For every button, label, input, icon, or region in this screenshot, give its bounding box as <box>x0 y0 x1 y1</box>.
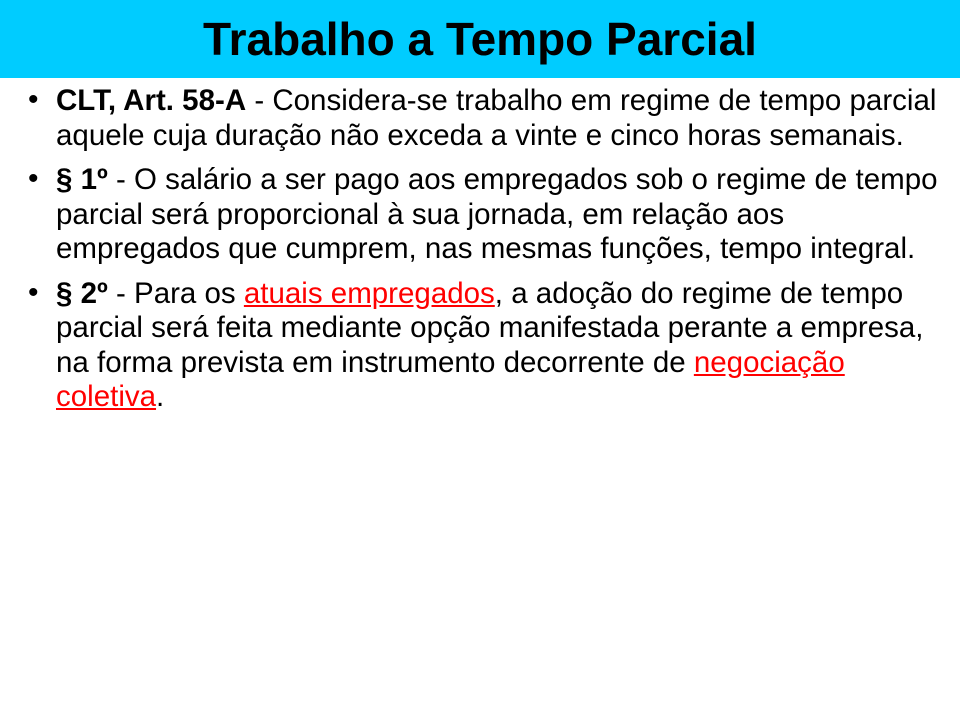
bullet-1-text: - Considera-se trabalho em regime de tempo parcial aquele cuja duração não exceda a vinte e cinco horas semanais. <box>56 84 937 152</box>
slide-title-band <box>0 0 960 78</box>
list-item <box>14 163 946 267</box>
bullet-2-lead: § 1º <box>56 163 108 196</box>
bullet-2-text: - O salário a ser pago aos empregados sob o regime de tempo parcial será proporcional à sua jornada, em relação aos empregados que cumprem, nas mesmas funções, tempo integral. <box>56 163 938 265</box>
page-title: Trabalho a Tempo Parcial <box>203 13 757 65</box>
bullet-3-text-part2: , a adoção do regime de tempo parcial será feita mediante opção manifestada perante a empresa, na forma prevista em instrumento decorrente de <box>56 276 924 379</box>
slide-body <box>0 80 960 425</box>
bullet-3-lead: § 2º <box>56 276 108 310</box>
bullet-3-highlight-1: atuais empregados <box>243 276 495 310</box>
bullet-3-text-part1: - Para os <box>107 276 244 310</box>
bullet-3-highlight-2: negociação coletiva <box>56 345 845 413</box>
bullet-3-text-part3: . <box>156 380 165 413</box>
bullet-1-lead: CLT, Art. 58-A <box>56 84 247 117</box>
list-item <box>14 84 946 153</box>
bullet-list <box>14 84 946 415</box>
list-item <box>14 277 946 415</box>
